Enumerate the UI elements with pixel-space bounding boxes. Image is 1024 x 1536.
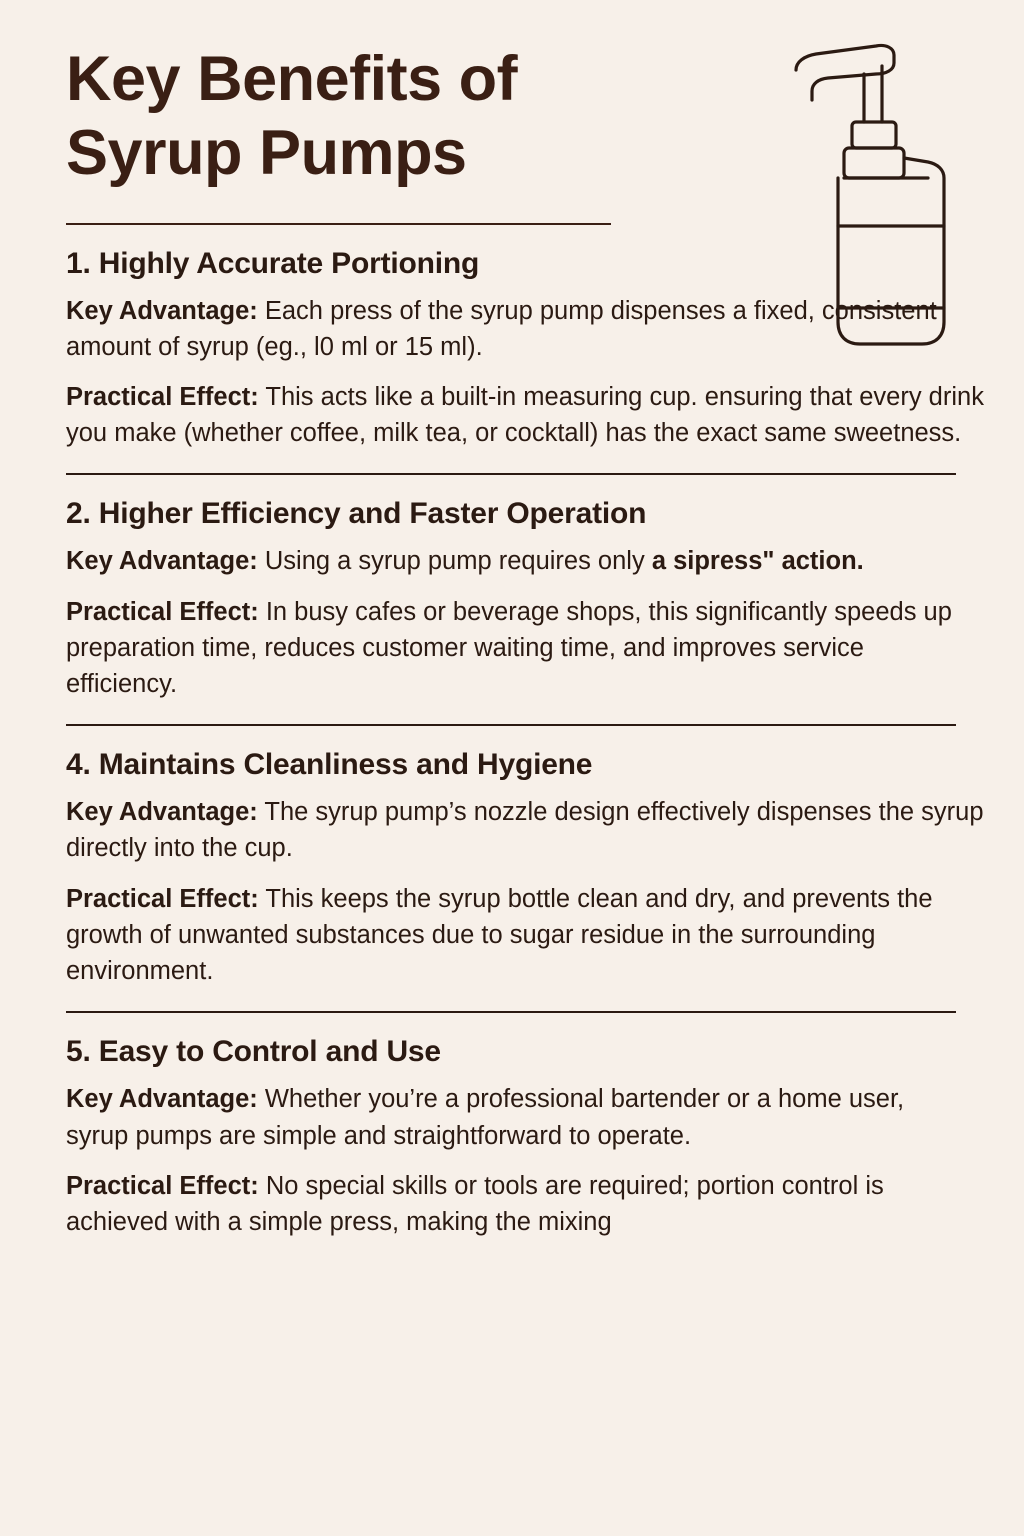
section-1-effect-text: This acts like a built-in measuring cup. ensuring that every drink you make (whether coffee, milk tea, or cocktall) has the exact same sweetness. <box>66 383 984 448</box>
section-2-advantage-emphasis: a sipress" <box>651 547 775 576</box>
section-1-advantage-text: Each press of the syrup pump dispenses a fixed, consistent amount of syrup (eg., l0 ml or 15 ml). <box>66 296 937 361</box>
section-2-advantage-text: Using a syrup pump requires only <box>257 547 652 576</box>
section-5-advantage <box>66 1081 966 1153</box>
section-5-effect-text: No special skills or tools are required; portion control is achieved with a simple press, making the mixing <box>66 1171 884 1236</box>
section-4-advantage-label: Key Advantage: <box>66 798 258 827</box>
section-2-effect <box>66 594 966 703</box>
section-4-advantage-text: The syrup pump’s nozzle design effectively dispenses the syrup directly into the cup. <box>66 798 984 863</box>
section-5-heading: 5. Easy to Control and Use <box>66 1035 441 1069</box>
section-4 <box>66 748 996 1013</box>
section-4-heading: 4. Maintains Cleanliness and Hygiene <box>66 748 593 782</box>
section-4-advantage <box>66 794 986 866</box>
section-2-divider <box>66 724 956 726</box>
section-1-advantage-label: Key Advantage: <box>66 296 258 325</box>
section-5-advantage-text: Whether you’re a professional bartender or a home user, syrup pumps are simple and straightforward to operate. <box>66 1085 905 1150</box>
section-2-advantage <box>66 543 966 579</box>
section-4-effect <box>66 881 986 990</box>
section-1-advantage <box>66 293 1001 365</box>
page-title <box>66 42 706 191</box>
section-1-heading: 1. Highly Accurate Portioning <box>66 246 480 280</box>
section-5 <box>66 1035 996 1240</box>
section-1-effect <box>66 379 1001 451</box>
section-5-effect <box>66 1168 966 1240</box>
section-4-effect-text: This keeps the syrup bottle clean and dry, and prevents the growth of unwanted substances due to sugar residue in the surrounding environment. <box>66 884 933 986</box>
section-2-effect-text: In busy cafes or beverage shops, this significantly speeds up preparation time, reduces customer waiting time, and improves service efficiency. <box>66 597 952 699</box>
document-content <box>66 42 996 1254</box>
section-5-effect-label: Practical Effect: <box>66 1171 259 1200</box>
page-title-line-2: Syrup Pumps <box>66 118 467 189</box>
section-2-advantage-text-tail: action. <box>774 547 864 576</box>
title-divider <box>66 223 611 225</box>
section-2-effect-label: Practical Effect: <box>66 597 259 626</box>
section-1-effect-label: Practical Effect: <box>66 383 259 412</box>
section-5-advantage-label: Key Advantage: <box>66 1085 258 1114</box>
section-4-divider <box>66 1011 956 1013</box>
section-2 <box>66 497 996 726</box>
page-title-line-1: Key Benefits of <box>66 44 518 114</box>
section-1 <box>66 247 996 476</box>
section-2-advantage-label: Key Advantage: <box>66 547 258 576</box>
section-1-divider <box>66 473 956 475</box>
section-4-effect-label: Practical Effect: <box>66 884 259 913</box>
section-2-heading: 2. Higher Efficiency and Faster Operation <box>66 497 647 531</box>
